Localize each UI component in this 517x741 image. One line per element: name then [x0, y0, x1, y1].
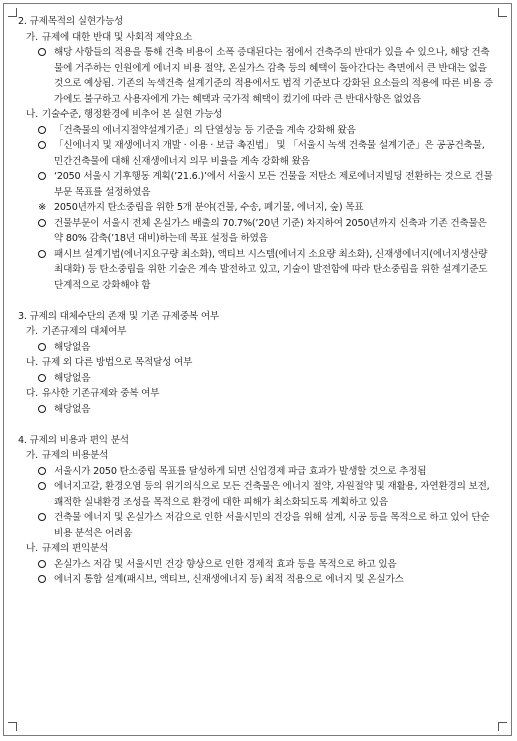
subsection-heading: [26, 324, 496, 340]
page-corner-mark: [498, 722, 507, 731]
list-item: [38, 45, 496, 107]
subsection-number: 가.: [26, 450, 38, 461]
section-heading: [18, 14, 496, 30]
circle-bullet-icon: [38, 572, 54, 588]
subsection-title: 규제에 대한 반대 및 사회적 제약요소: [41, 31, 193, 43]
list-item-text: 2050년까지 탄소중립을 위한 5개 분야(건물, 수송, 폐기물, 에너지, 숲) 목표: [54, 202, 364, 213]
list-item-text: ‘2050 서울시 기후행동 계획(’21.6.)’에서 서울시 모든 건물을 저탄소 제로에너지빌딩 전환하는 것으로 건물 부문 목표를 설정하였음: [54, 171, 493, 198]
list-item: [38, 464, 496, 480]
list-item: [38, 138, 496, 169]
list-item-text: 「신에너지 및 재생에너지 개발 · 이용 · 보급 촉진법」 및 「서울시 녹색 건축물 설계기준」은 공공건축물, 민간건축물에 대해 신재생에너지 의무 비율을 계속 강화해 왔음: [54, 140, 485, 167]
page-corner-mark: [498, 8, 507, 17]
list-item: [38, 247, 496, 294]
subsection-heading: [26, 386, 496, 402]
list-item: [38, 557, 496, 573]
list-item-text: 에너지 통합 설계(패시브, 액티브, 신재생에너지 등) 최적 적용으로 에너지 및 온실가스: [54, 574, 404, 585]
circle-bullet-icon: [38, 138, 54, 169]
section-heading: [18, 309, 496, 325]
circle-bullet-icon: [38, 123, 54, 139]
circle-bullet-icon: [38, 557, 54, 573]
list-item-text: 패시브 설계기법(에너지요구량 최소화), 액티브 시스템(에너지 소요량 최소화), 신재생에너지(에너지생산량 최대화) 등 탄소중립을 위한 기술은 계속 발전하고 있고, 기술이 발전함에 따라 탄소중립을 위한 설계기준도 단계적으로 강화해야 함: [54, 248, 488, 291]
list-item-text: 해당없음: [54, 372, 91, 384]
document-page: [3, 3, 512, 736]
list-item-text: 온실가스 저감 및 서울시민 건강 향상으로 인한 경제적 효과 등을 목적으로 하고 있음: [54, 558, 397, 570]
document-body: [18, 14, 496, 588]
circle-bullet-icon: [38, 510, 54, 541]
section-title: 2. 규제목적의 실현가능성: [18, 16, 124, 27]
circle-bullet-icon: [38, 479, 54, 510]
subsection-number: 가.: [26, 31, 38, 43]
list-item-text: 에너지고갈, 환경오염 등의 위기의식으로 모든 건축물은 에너지 절약, 자원절약 및 재활용, 자연환경의 보전, 쾌적한 실내환경 조성을 목적으로 환경에 대한 피해가 최소화되도록 계획하고 있음: [54, 481, 490, 508]
page-corner-mark: [8, 722, 17, 731]
list-item: [38, 200, 496, 216]
list-item: [38, 371, 496, 387]
list-item-text: 건물부문이 서울시 전체 온실가스 배출의 70.7%(’20년 기준) 차지하여 2050년까지 신축과 기존 건축물은 약 80% 감축(’18년 대비)하는데 목표 설정을 하였음: [54, 217, 487, 244]
subsection-number: 나.: [26, 357, 38, 368]
section-heading: [18, 433, 496, 449]
circle-bullet-icon: [38, 340, 54, 356]
subsection-title: 규제의 비용분석: [41, 450, 109, 461]
subsection-title: 기존규제의 대체여부: [41, 326, 127, 337]
list-item: [38, 123, 496, 139]
list-item-text: 해당 사항들의 적용을 통해 건축 비용이 소폭 증대된다는 점에서 건축주의 반대가 있을 수 있으나, 해당 건축물에 거주하는 인원에게 에너지 비용 절약, 온실가스 감축 등의 혜택이 돌아간다는 측면에서 큰 반대는 없을 것으로 예상됨. 기존의 녹색건축 설계기준의 적용에서도 법적 기준보다 강화된 요소들의 적용에 따른 비용 증가에도 불구하고 사용자에게 가는 혜택과 국가적 혜택이 컸기에 따라 큰 반대사항은 없었음: [54, 47, 493, 105]
circle-bullet-icon: [38, 371, 54, 387]
subsection-title: 규제 외 다른 방법으로 목적달성 여부: [41, 357, 193, 368]
list-item: [38, 402, 496, 418]
circle-bullet-icon: [38, 247, 54, 294]
subsection-heading: [26, 30, 496, 46]
subsection-number: 다.: [26, 388, 38, 399]
list-item-text: 해당없음: [54, 341, 91, 353]
list-item-text: 서울시가 2050 탄소중립 목표를 달성하게 되면 신업경제 파급 효과가 발생할 것으로 추정됨: [54, 465, 427, 477]
subsection-title: 규제의 편익분석: [41, 543, 109, 554]
circle-bullet-icon: [38, 464, 54, 480]
list-item-text: 「건축물의 에너지절약설계기준」의 단열성능 등 기준을 계속 강화해 왔음: [54, 124, 356, 136]
list-item: [38, 510, 496, 541]
subsection-number: 나.: [26, 543, 38, 554]
subsection-number: 가.: [26, 326, 38, 337]
subsection-heading: [26, 448, 496, 464]
reference-mark-icon: ※: [38, 202, 47, 213]
subsection-title: 기술수준, 행정환경에 비추어 본 실현 가능성: [41, 109, 223, 120]
circle-bullet-icon: [38, 402, 54, 418]
section-title: 3. 규제의 대체수단의 존재 및 기존 규제중복 여부: [18, 310, 219, 322]
section-title: 4. 규제의 비용과 편익 분석: [18, 434, 129, 446]
subsection-number: 나.: [26, 109, 38, 120]
list-item: [38, 169, 496, 200]
list-item: [38, 340, 496, 356]
subsection-heading: [26, 541, 496, 557]
list-item: [38, 572, 496, 588]
circle-bullet-icon: [38, 45, 54, 107]
subsection-title: 유사한 기존규제와 중복 여부: [41, 388, 160, 399]
spacer: [18, 293, 496, 309]
circle-bullet-icon: [38, 169, 54, 200]
page-corner-mark: [8, 8, 17, 17]
circle-bullet-icon: [38, 216, 54, 247]
subsection-heading: [26, 355, 496, 371]
list-item: [38, 479, 496, 510]
list-item-text: 건축물 에너지 및 온실가스 저감으로 인한 서울시민의 건강을 위해 설계, 시공 등을 목적으로 하고 있어 단순 비용 분석은 어려움: [54, 512, 490, 539]
subsection-heading: [26, 107, 496, 123]
list-item: [38, 216, 496, 247]
spacer: [18, 417, 496, 433]
list-item-text: 해당없음: [54, 403, 91, 415]
